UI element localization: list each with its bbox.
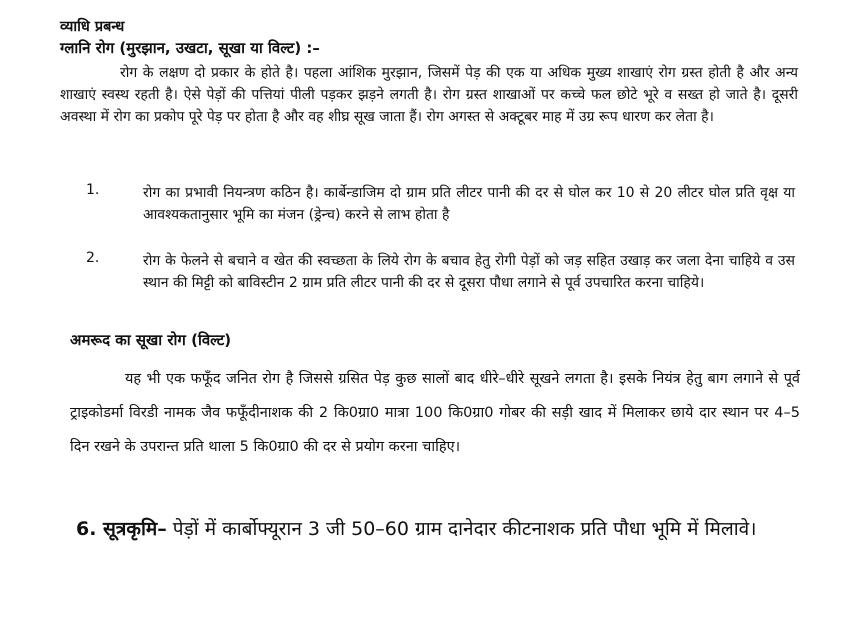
nematode-text: पेड़ों में कार्बोफ्यूरान 3 जी 50–60 ग्राम दानेदार कीटनाशक प्रति पौधा भूमि में मिलावे। — [166, 518, 757, 540]
list-text: रोग का प्रभावी नियन्त्रण कठिन है। कार्बेन्डाजिम दो ग्राम प्रति लीटर पानी की दर से घोल कर 10 से 20 लीटर घोल प्रति वृक्ष या आवश्यकतानुसार भूमि का मंजन (ड्रेन्च) करने से लाभ होता है — [143, 185, 795, 223]
list-item — [60, 182, 800, 226]
symptoms-paragraph: रोग के लक्षण दो प्रकार के होते है। पहला आंशिक मुरझान, जिसमें पेड़ की एक या अधिक मुख्य शाखाएं रोग ग्रस्त होती है और अन्य शाखाएं स्वस्थ रहती है। ऐसे पेड़ों की पत्तियां पीली पड़कर झड़ने लगती है। रोग ग्रस्त शाखाओं पर कच्चे फल छोटे भूरे व सख्त हो जाते है। दूसरी अवस्था में रोग का प्रकोप पूरे पेड़ पर होता है और वह शीघ्र सूख जाता हैं। रोग अगस्त से अक्टूबर माह में उग्र रूप धारण कर लेता है। — [60, 65, 798, 125]
wilt-paragraph: यह भी एक फफूँद जनित रोग है जिससे ग्रसित पेड़ कुछ सालों बाद धीरे–धीरे सूखने लगता है। इसके नियंत्र हेतु बाग लगाने से पूर्व ट्राइकोडर्मा विरडी नामक जैव फफूँदीनाशक की 2 कि0ग्रा0 मात्रा 100 कि0ग्रा0 गोबर की सड़ी खाद में मिलाकर छाये दार स्थान पर 4–5 दिन रखने के उपरान्त प्रति थाला 5 कि0ग्रा0 की दर से प्रयोग करना चाहिए। — [70, 371, 800, 455]
section-heading: व्याधि प्रबन्ध — [60, 19, 125, 35]
disease-heading: ग्लानि रोग (मुरझान, उखटा, सूखा या विल्ट) :– — [60, 39, 320, 57]
nematode-label: 6. सूत्रकृमि– — [76, 518, 167, 540]
list-text: रोग के फेलने से बचाने व खेत की स्वच्छता के लिये रोग के बचाव हेतु रोगी पेड़ों को जड़ सहित उखाड़ कर जला देना चाहिये व उस स्थान की मिट्टी को बाविस्टीन 2 ग्राम प्रति लीटर पानी की दर से दूसरा पौधा लगाने से पूर्व उपचारित करना चाहिये। — [143, 253, 795, 291]
list-number: 1. — [86, 182, 100, 198]
list-number: 2. — [86, 250, 100, 266]
list-item — [60, 250, 800, 294]
nematode-section — [76, 508, 796, 550]
wilt-heading: अमरूद का सूखा रोग (विल्ट) — [70, 331, 232, 349]
